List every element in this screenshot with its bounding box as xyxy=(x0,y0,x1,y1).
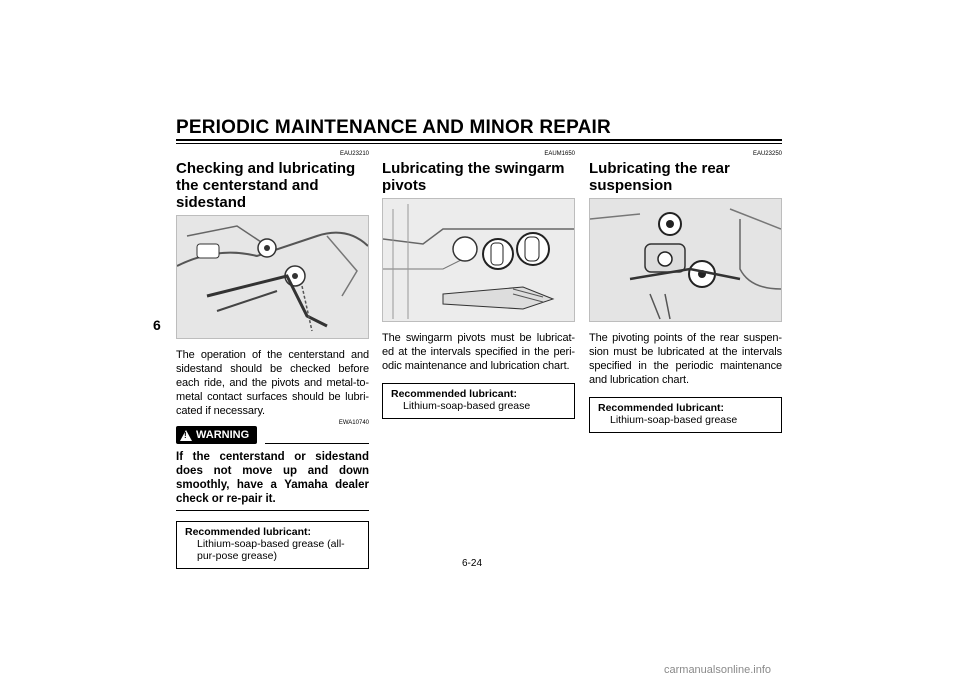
section-heading: Lubricating the swingarm pivots xyxy=(382,160,565,194)
lubricant-box xyxy=(382,383,575,419)
swingarm-illustration xyxy=(382,198,575,322)
lubricant-label: Recommended lubricant: xyxy=(185,526,312,538)
section-body: The operation of the centerstand and sidestand should be checked before each ride, and the pivots and metal-to-metal contact surfaces should be lubri-cated if necessary. xyxy=(176,349,369,417)
section-swingarm xyxy=(382,150,575,419)
section-heading: Lubricating the rear suspension xyxy=(589,160,730,194)
section-heading: Checking and lubricating the centerstand and sidestand xyxy=(176,160,356,211)
section-body: The swingarm pivots must be lubricat-ed at the intervals specified in the peri-odic maintenance and lubrication chart. xyxy=(382,332,575,372)
header-rule-thick xyxy=(176,139,782,141)
section-code: EAU23250 xyxy=(752,151,782,157)
lubricant-label: Recommended lubricant: xyxy=(391,388,518,400)
warning-rule xyxy=(265,443,369,444)
lubricant-value: Lithium-soap-based grease xyxy=(610,414,738,426)
warning-badge xyxy=(176,426,257,444)
lubricant-value: Lithium-soap-based grease (all-pur-pose grease) xyxy=(197,538,345,562)
section-body: The pivoting points of the rear suspen-sion must be lubricated at the intervals specified in the periodic maintenance and lubrication chart. xyxy=(589,332,782,386)
lubricant-value: Lithium-soap-based grease xyxy=(403,400,531,412)
warning-header xyxy=(176,420,369,444)
page-header xyxy=(176,117,782,144)
lubricant-box xyxy=(176,521,369,569)
section-centerstand xyxy=(176,150,369,569)
section-code: EAUM1650 xyxy=(544,151,575,157)
chapter-tab: 6 xyxy=(153,317,161,333)
page-number: 6-24 xyxy=(462,558,483,569)
warning-icon: ! xyxy=(180,430,192,441)
centerstand-illustration xyxy=(176,215,369,339)
warning-code: EWA10740 xyxy=(338,420,369,426)
section-rear-suspension xyxy=(589,150,782,433)
section-code: EAU23210 xyxy=(339,151,369,157)
header-rule-thin xyxy=(176,143,782,144)
page-title: PERIODIC MAINTENANCE AND MINOR REPAIR xyxy=(176,117,611,138)
watermark: carmanualsonline.info xyxy=(664,664,772,676)
rear-suspension-illustration xyxy=(589,198,782,322)
lubricant-box xyxy=(589,397,782,433)
lubricant-label: Recommended lubricant: xyxy=(598,402,725,414)
warning-label: WARNING xyxy=(196,429,250,441)
warning-text: If the centerstand or sidestand does not move up and down smoothly, have a Yamaha dealer check or re-pair it. xyxy=(176,450,369,511)
